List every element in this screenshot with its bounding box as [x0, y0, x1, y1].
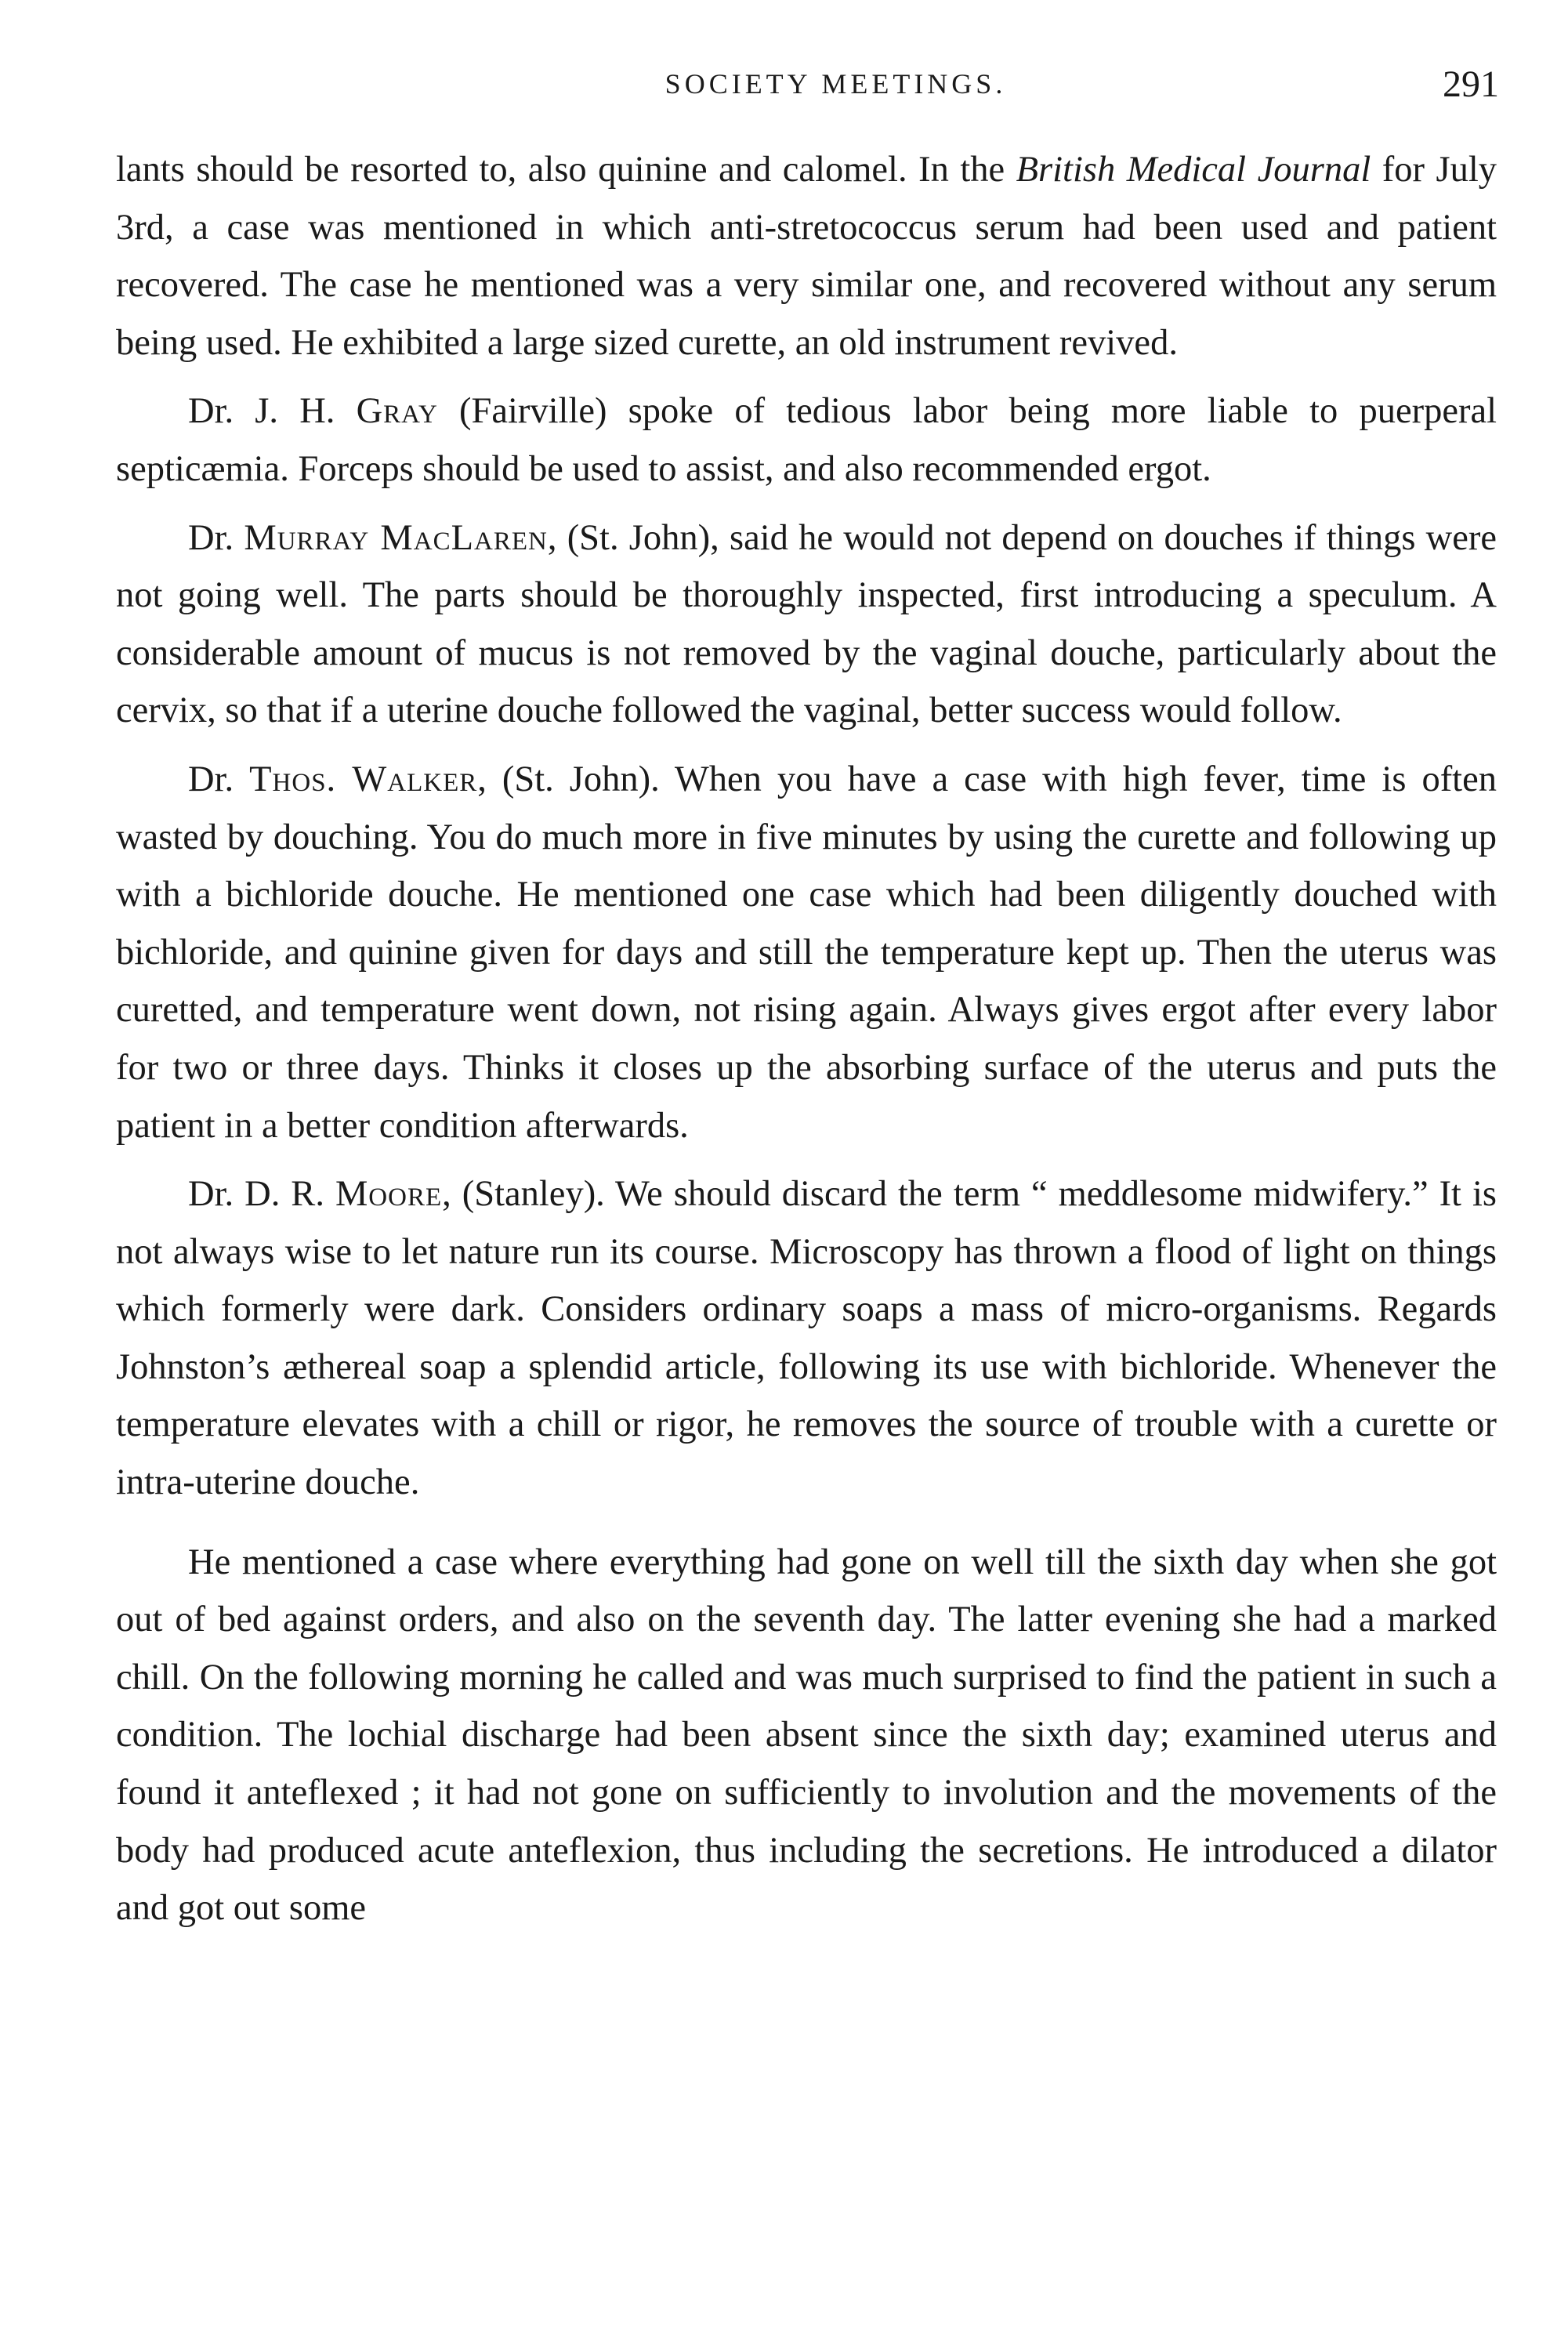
paragraph-continued: [116, 141, 1497, 371]
paragraph-text: , (St. John). When you have a case with high fever, time is often wasted by douching. You do much more in five minutes by using the curette and following up with a bichloride douche. He mentioned one case which had been diligently douched with bichloride, and quinine given for days and still the temperature kept up. Then the uterus was curetted, and temperature went down, not rising again. Always gives ergot after every labor for two or three days. Thinks it closes up the absorbing surface of the uterus and puts the patient in a better condition afterwards.: [116, 759, 1497, 1146]
speaker-name: Gray: [356, 391, 438, 432]
journal-title: British Medical Journal: [1016, 150, 1371, 190]
paragraph-case-report: [116, 1534, 1497, 1937]
paragraph-text: for July 3rd, a case was mentioned in which anti-stretococcus serum had been used and patient recovered. The case he mentioned was a very similar one, and recovered without any serum being used. He exhibited a large sized curette, an old instrument revived.: [116, 150, 1497, 363]
running-head: [172, 63, 1499, 118]
paragraph-text: lants should be resorted to, also quinine and calomel. In the: [116, 150, 1016, 190]
body-text: [116, 141, 1497, 1948]
paragraph-dr-maclaren: [116, 509, 1497, 740]
speaker-prefix: Dr. D. R.: [188, 1174, 335, 1215]
paragraph-text: , (St. John), said he would not depend on douches if things were not going well. The parts should be thoroughly inspected, first introducing a speculum. A considerable amount of mucus is not removed by the vaginal douche, particularly about the cervix, so that if a uterine douche followed the vaginal, better success would follow.: [116, 517, 1497, 731]
paragraph-dr-moore: [116, 1165, 1497, 1512]
paragraph-dr-gray: [116, 382, 1497, 498]
running-title: SOCIETY MEETINGS.: [664, 68, 1007, 100]
speaker-name: Murray MacLaren: [244, 517, 548, 558]
page-number: 291: [1443, 63, 1499, 105]
paragraph-text: , (Stanley). We should discard the term “ meddlesome midwifery.” It is not always wise to let nature run its course. Microscopy has thrown a flood of light on things which formerly were dark. Considers ordinary soaps a mass of micro-organisms. Regards Johnston’s æthereal soap a splendid article, following its use with bichloride. Whenever the temperature elevates with a chill or rigor, he removes the source of trouble with a curette or intra-uterine douche.: [116, 1174, 1497, 1503]
speaker-name: Moore: [335, 1174, 443, 1215]
paragraph-dr-walker: [116, 751, 1497, 1154]
speaker-name: Thos. Walker: [249, 759, 478, 799]
speaker-prefix: Dr. J. H.: [188, 391, 357, 432]
speaker-prefix: Dr.: [188, 759, 250, 799]
paragraph-text: He mentioned a case where everything had gone on well till the sixth day when she got out of bed against orders, and also on the seventh day. The latter evening she had a marked chill. On the following morning he called and was much surprised to find the patient in such a condition. The lochial discharge had been absent since the sixth day; examined uterus and found it anteflexed ; it had not gone on sufficiently to involution and the movements of the body had produced acute anteflexion, thus including the secretions. He introduced a dilator and got out some: [116, 1542, 1497, 1929]
speaker-prefix: Dr.: [188, 517, 244, 558]
paragraph-text: (Fairville) spoke of tedious labor being more liable to puerperal septicæmia. Forceps should be used to assist, and also recommended ergot.: [116, 391, 1497, 489]
